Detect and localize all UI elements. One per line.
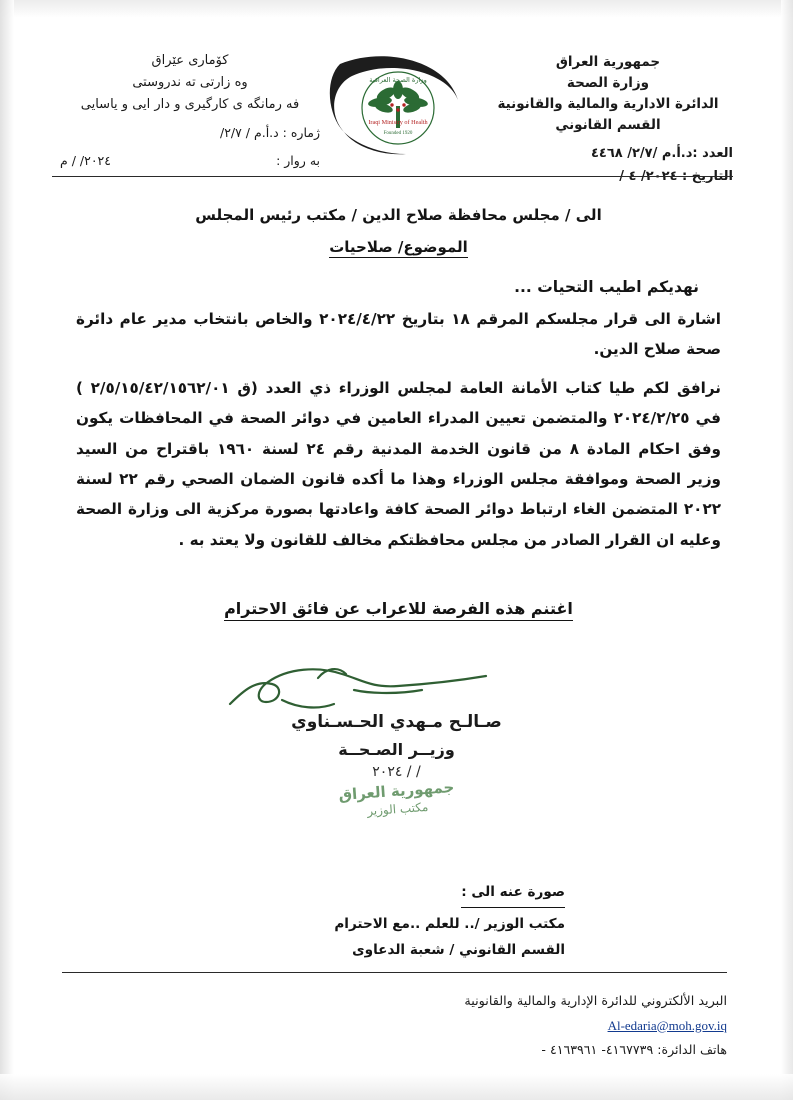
signature-date: / / ٢٠٢٤	[372, 764, 421, 780]
date-value: ٢٠٢٤/ ٤ /	[619, 168, 678, 184]
header-kurdish-block	[60, 50, 320, 171]
footer-phone-1: ٤١٦٧٧٣٩-	[601, 1042, 654, 1058]
country-name: جمهورية العراق	[555, 54, 661, 70]
svg-text:Founded 1920: Founded 1920	[383, 131, 412, 136]
copies-to-item: مكتب الوزير /.. للعلم ..مع الاحترام	[334, 915, 565, 932]
signer-title: وزيــر الصـحــة	[338, 740, 455, 759]
kurdish-date-line	[60, 150, 320, 171]
reference-number-value: ٤٤٦٨	[590, 145, 623, 161]
kurdish-reference-label: ژماره : د.أ.م / ٢/٧/	[219, 125, 320, 141]
stamp-line-2: مكتب الوزير	[366, 799, 429, 819]
scan-shadow-right	[781, 0, 793, 1100]
ministry-emblem-icon	[322, 50, 472, 162]
signature-block	[0, 660, 793, 860]
copies-to-title: صورة عنه الى :	[461, 880, 565, 908]
ministry-name: وزارة الصحة	[566, 74, 650, 91]
subject-line	[70, 238, 727, 256]
closing-text: اغتنم هذه الفرصة للاعراب عن فائق الاحترام	[224, 599, 573, 621]
letter-body	[70, 206, 727, 618]
official-stamp	[266, 773, 528, 825]
copies-to-item: القسم القانوني / شعبة الدعاوى	[352, 941, 565, 958]
recipient-line: الى / مجلس محافظة صلاح الدين / مكتب رئيس المجلس	[195, 206, 602, 224]
svg-text:Iraqi Ministry of Health: Iraqi Ministry of Health	[367, 119, 428, 126]
kurdish-reference-line	[60, 122, 320, 143]
subject-text: الموضوع/ صلاحيات	[329, 238, 468, 256]
scan-shadow-left	[0, 0, 14, 1100]
kurdish-date-value: ٢٠٢٤/ / م	[60, 152, 111, 168]
handwritten-signature-icon	[222, 660, 492, 720]
kurdish-date-label: به روار :	[276, 152, 320, 168]
letter-header	[60, 44, 733, 184]
footer-phone-2: ٤١٦٣٩٦١ -	[541, 1042, 598, 1058]
footer-phone-label: هاتف الدائرة:	[657, 1042, 727, 1058]
copies-to-title-wrap	[334, 880, 565, 912]
svg-text:وزارة الصحة العراقية: وزارة الصحة العراقية	[368, 76, 427, 84]
scan-shadow-bottom	[0, 1074, 793, 1100]
footer-email-label: البريد الألكتروني للدائرة الإدارية والمالية والقانونية	[464, 994, 727, 1009]
copies-to-block	[334, 880, 565, 963]
footer-phone-row	[464, 1038, 727, 1061]
stamp-line-1: جمهورية العراق	[337, 777, 455, 805]
header-divider	[52, 176, 733, 177]
body-paragraph-2: نرافق لكم طيا كتاب الأمانة العامة لمجلس الوزراء ذي العدد (ق ٢/٥/١٥/٤٢/١٥٦٢/٠١ ) في ٢٠٢٤/٢/٢٥ والمتضمن تعيين المدراء العامين في دوائر الصحة في المحافظات يكون وفق احكام المادة ٨ من قانون الخدمة المدنية رقم ٢٤ لسنة ١٩٦٠ باقتراح من السيد وزير الصحة وموافقة مجلس الوزراء وهذا ما أكده قانون الضمان الصحي رقم ٢٢ لسنة ٢٠٢٢ المتضمن الغاء ارتباط دوائر الصحة كافة واعادتها بصورة مركزية الى وزارة الصحة وعليه ان القرار الصادر من مجلس محافظتكم مخالف للقانون ولا يعتد به .	[76, 378, 721, 549]
directorate-name: الدائرة الادارية والمالية والقانونية	[497, 95, 719, 112]
footer-divider	[62, 972, 727, 973]
reference-number-line	[483, 144, 733, 164]
footer-email-row	[464, 1014, 727, 1039]
date-label: التاريخ :	[682, 168, 733, 184]
ministry-name-kurdish: وه زارتی ته ندروستی	[132, 75, 248, 91]
directorate-name-kurdish: فه رمانگه ی کارگیری و دار ایی و یاسایی	[80, 97, 300, 113]
signer-name: صـالـح مـهدي الحـسـناوي	[291, 712, 502, 732]
letter-footer	[464, 990, 727, 1062]
body-paragraph-1: اشارة الى قرار مجلسكم المرقم ١٨ بتاريخ ٢٠٢٤/٤/٢٢ والخاص بانتخاب مدير عام دائرة صحة صلاح الدين.	[76, 310, 721, 359]
header-arabic-block	[483, 52, 733, 187]
reference-number-label: العدد :د.أ.م /٢/٧/	[627, 145, 733, 161]
greeting-line: نهديكم اطيب التحيات ...	[514, 278, 699, 296]
country-name-kurdish: كۆماری عێراق	[151, 53, 229, 68]
closing-line	[70, 599, 727, 618]
section-name: القسم القانوني	[555, 116, 661, 133]
scan-shadow-top	[0, 0, 793, 18]
footer-email-link[interactable]: Al-edaria@moh.gov.iq	[607, 1017, 727, 1033]
